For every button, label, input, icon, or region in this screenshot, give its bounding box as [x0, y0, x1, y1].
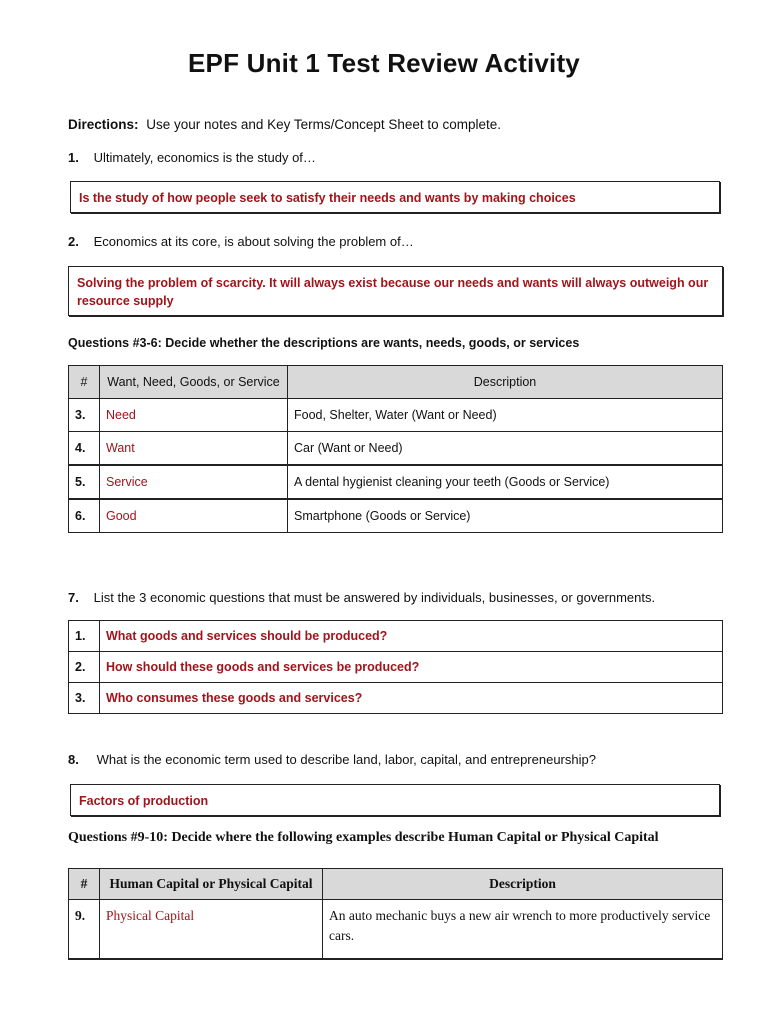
table-row — [69, 432, 723, 466]
row-number: 4. — [69, 432, 100, 466]
row-number: 3. — [69, 399, 100, 432]
question-1 — [68, 150, 316, 165]
row-answer: What goods and services should be produced? — [100, 621, 723, 652]
header-description: Description — [288, 366, 723, 399]
row-number: 6. — [69, 499, 100, 533]
table-header-row — [69, 869, 723, 900]
table-row — [69, 683, 723, 714]
capital-table — [68, 868, 723, 960]
question-8 — [68, 752, 596, 767]
header-category: Want, Need, Goods, or Service — [100, 366, 288, 399]
row-description: A dental hygienist cleaning your teeth (Goods or Service) — [288, 465, 723, 499]
header-description: Description — [323, 869, 723, 900]
row-number: 1. — [69, 621, 100, 652]
table-row — [69, 499, 723, 533]
row-answer: How should these goods and services be produced? — [100, 652, 723, 683]
table-row — [69, 465, 723, 499]
row-number: 9. — [69, 900, 100, 960]
table-row — [69, 399, 723, 432]
question-1-text: Ultimately, economics is the study of… — [93, 150, 316, 165]
question-7-number: 7. — [68, 590, 79, 605]
table-header-row — [69, 366, 723, 399]
directions — [68, 117, 501, 132]
table-row — [69, 621, 723, 652]
table-row — [69, 900, 723, 960]
wants-needs-table — [68, 365, 723, 533]
row-number: 3. — [69, 683, 100, 714]
section-3-6-heading: Questions #3-6: Decide whether the descriptions are wants, needs, goods, or services — [68, 336, 580, 350]
directions-text: Use your notes and Key Terms/Concept Sheet to complete. — [146, 117, 501, 132]
answer-1-box: Is the study of how people seek to satisfy their needs and wants by making choices — [70, 181, 720, 213]
row-description: Food, Shelter, Water (Want or Need) — [288, 399, 723, 432]
table-row — [69, 652, 723, 683]
row-number: 5. — [69, 465, 100, 499]
header-number: # — [69, 366, 100, 399]
answer-8-box: Factors of production — [70, 784, 720, 816]
row-answer: Physical Capital — [100, 900, 323, 960]
row-answer: Who consumes these goods and services? — [100, 683, 723, 714]
economic-questions-table — [68, 620, 723, 714]
row-answer: Need — [100, 399, 288, 432]
row-description: Car (Want or Need) — [288, 432, 723, 466]
section-9-10-heading: Questions #9-10: Decide where the following examples describe Human Capital or Physical Capital — [68, 830, 659, 845]
question-8-number: 8. — [68, 752, 79, 767]
question-2-number: 2. — [68, 234, 79, 249]
row-answer: Service — [100, 465, 288, 499]
row-description: Smartphone (Goods or Service) — [288, 499, 723, 533]
question-2 — [68, 234, 414, 249]
question-1-number: 1. — [68, 150, 79, 165]
question-7-text: List the 3 economic questions that must be answered by individuals, businesses, or governments. — [93, 590, 656, 605]
header-category: Human Capital or Physical Capital — [100, 869, 323, 900]
question-8-text: What is the economic term used to describe land, labor, capital, and entrepreneurship? — [96, 752, 596, 767]
row-number: 2. — [69, 652, 100, 683]
answer-2-box: Solving the problem of scarcity. It will always exist because our needs and wants will always outweigh our resource supply — [68, 266, 723, 316]
question-7 — [68, 590, 655, 605]
row-description: An auto mechanic buys a new air wrench to more productively service cars. — [323, 900, 723, 960]
page-title: EPF Unit 1 Test Review Activity — [188, 48, 580, 78]
header-number: # — [69, 869, 100, 900]
row-answer: Want — [100, 432, 288, 466]
question-2-text: Economics at its core, is about solving the problem of… — [93, 234, 414, 249]
row-answer: Good — [100, 499, 288, 533]
directions-label: Directions: — [68, 117, 139, 132]
